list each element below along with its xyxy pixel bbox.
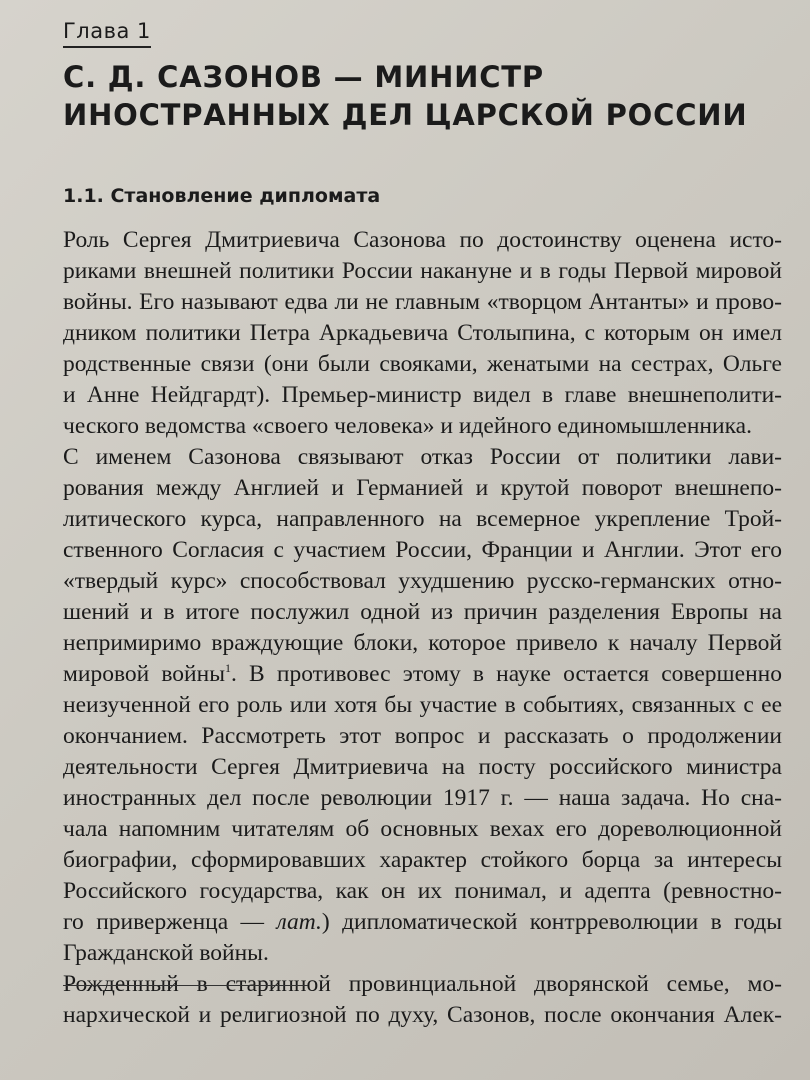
body-line: «твердый курс» способствовал ухудшению русско-германских отно- (63, 568, 782, 594)
body-line: войны. Его называют едва ли не главным «творцом Антанты» и прово- (63, 289, 782, 315)
body-line: деятельности Сергея Дмитриевича на посту российского министра (63, 754, 782, 780)
body-line: чала напомним читателям об основных вехах его дореволюционной (63, 816, 782, 842)
body-line (63, 659, 782, 689)
body-line: родственные связи (они были свояками, женатыми на сестрах, Ольге (63, 351, 782, 377)
body-line: дником политики Петра Аркадьевича Столыпина, с которым он имел (63, 320, 782, 346)
body-line (63, 907, 782, 937)
body-text: . В противовес этому в науке остается совершенно (231, 661, 782, 687)
body-line: непримиримо враждующие блоки, которое привело к началу Первой (63, 630, 782, 656)
body-line: окончанием. Рассмотреть этот вопрос и рассказать о продолжении (63, 723, 782, 749)
body-line: Российского государства, как он их понимал, и адепта (ревностно- (63, 878, 782, 904)
body-text: ) дипломатической контрреволюции в годы (321, 909, 782, 935)
body-line: С именем Сазонова связывают отказ России от политики лави- (63, 444, 782, 470)
body-line (63, 225, 782, 255)
body-text: мировой войны (63, 661, 225, 687)
body-text: го приверженца — (63, 909, 277, 935)
footnote-divider (63, 985, 308, 986)
body-line-text: Роль Сергея Дмитриевича Сазонова по достоинству оценена исто- (63, 227, 782, 253)
chapter-title (63, 58, 747, 134)
body-line: Рожденный в старинной провинциальной дворянской семье, мо- (63, 971, 782, 997)
body-line: ческого ведомства «своего человека» и идейного единомышленника. (63, 413, 752, 439)
body-line: ственного Согласия с участием России, Франции и Англии. Этот его (63, 537, 782, 563)
section-title: 1.1. Становление дипломата (63, 185, 381, 207)
body-line: Гражданской войны. (63, 940, 269, 966)
body-line: и Анне Нейдгардт). Премьер-министр видел в главе внешнеполити- (63, 382, 782, 408)
body-line: неизученной его роль или хотя бы участие в событиях, связанных с ее (63, 692, 782, 718)
body-line: биографии, сформировавших характер стойкого борца за интересы (63, 847, 782, 873)
body-line: шений и в итоге послужил одной из причин разделения Европы на (63, 599, 782, 625)
body-line: литического курса, направленного на всемерное укрепление Трой- (63, 506, 782, 532)
body-line: иностранных дел после революции 1917 г. — наша задача. Но сна- (63, 785, 782, 811)
chapter-title-line: С. Д. САЗОНОВ — МИНИСТР (63, 60, 544, 94)
italic-abbreviation: лат. (276, 909, 322, 935)
body-line: риками внешней политики России накануне и в годы Первой мировой (63, 258, 782, 284)
body-line: рования между Англией и Германией и крутой поворот внешнепо- (63, 475, 782, 501)
body-line: нархической и религиозной по духу, Сазонов, после окончания Алек- (63, 1002, 782, 1028)
chapter-label: Глава 1 (63, 18, 151, 48)
footnote-reference[interactable]: 1 (225, 661, 231, 675)
chapter-title-line: ИНОСТРАННЫХ ДЕЛ ЦАРСКОЙ РОССИИ (63, 98, 748, 132)
